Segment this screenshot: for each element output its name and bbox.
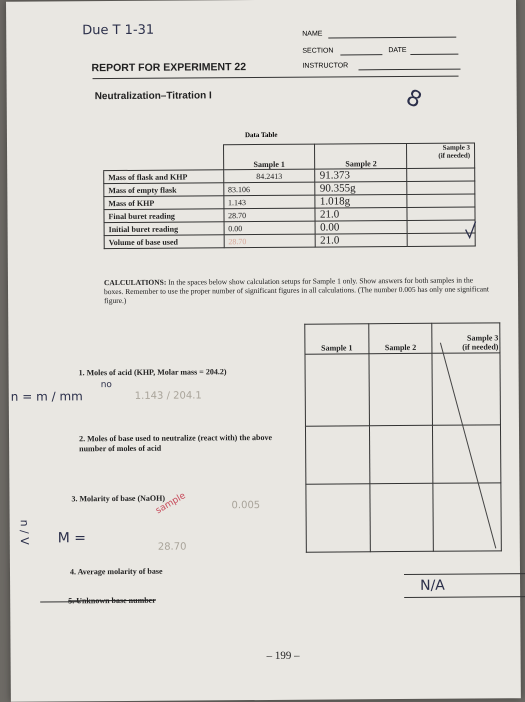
cell-sample-2: 91.373 (315, 168, 407, 182)
report-title: REPORT FOR EXPERIMENT 22 (91, 61, 247, 75)
cell-sample-3 (407, 194, 475, 207)
cell-sample-3 (407, 207, 475, 220)
cell-sample-3 (407, 168, 475, 181)
row-label: Mass of KHP (104, 196, 224, 210)
due-note: Due T 1-31 (82, 22, 155, 39)
worksheet-page (6, 0, 521, 702)
name-label: NAME (302, 30, 323, 38)
calc-item-moles-base: 2. Moles of base used to neutralize (react with) the above number of moles of acid (79, 432, 273, 454)
cell-sample-1: 28.70 (224, 234, 316, 248)
cell-sample-3 (407, 181, 475, 194)
formula-moles: n = m / mm (10, 389, 83, 404)
formula-n-over-v: n / V (17, 519, 31, 545)
cell-sample-2: 1.018g (315, 194, 407, 208)
column-sample-3: Sample 3 (if needed) (432, 323, 500, 353)
calculations-instructions: In the spaces below show calculation setups for Sample 1 only. Show answers for both samples in the boxes. Remember to use the proper number of significant figures in all calculations. (The number 0.005 has only one significant figure.) (104, 275, 489, 306)
calc-item-average-molarity: 4. Average molarity of base (69, 566, 163, 577)
calc-item-moles-acid: 1. Moles of acid (KHP, Molar mass = 204.2) (78, 367, 227, 378)
row-label: Mass of flask and KHP (104, 170, 224, 184)
cell-sample-1: 84.2413 (223, 169, 315, 183)
cell-sample-2: 0.00 (316, 220, 408, 234)
section-label: SECTION (302, 47, 334, 55)
column-sample-1: Sample 1 (223, 144, 315, 170)
experiment-subtitle: Neutralization–Titration I (94, 90, 212, 103)
cell-sample-1: 83.106 (223, 182, 315, 196)
pencil-work-1: 1.143 / 204.1 (134, 390, 202, 402)
data-table (103, 143, 476, 250)
row-label: Final buret reading (104, 209, 224, 223)
cell-sample-2: 21.0 (315, 207, 407, 221)
sample-word: sample (154, 491, 188, 517)
answer-box (370, 483, 434, 551)
row-label: Initial buret reading (104, 222, 224, 236)
instructor-label: INSTRUCTOR (302, 62, 349, 70)
cell-sample-2: 21.0 (316, 233, 408, 247)
formula-no: no (100, 380, 112, 391)
cell-sample-1: 1.143 (223, 195, 315, 209)
formula-molarity: M = (57, 530, 87, 547)
answer-box (369, 353, 433, 425)
date-label: DATE (388, 46, 407, 55)
column-sample-1: Sample 1 (305, 324, 369, 354)
data-table-title: Data Table (244, 130, 278, 140)
column-sample-3: Sample 3 (if needed) (407, 143, 475, 168)
table-row (104, 233, 475, 249)
calculations-intro (104, 275, 492, 305)
column-sample-2: Sample 2 (368, 323, 432, 353)
answer-box (305, 354, 369, 426)
row-label: Mass of empty flask (104, 183, 224, 197)
corner-mark: 8 (402, 85, 426, 114)
na-answer: N/A (420, 577, 445, 594)
cell-sample-1: 0.00 (224, 221, 316, 235)
strike-through-slash (436, 338, 501, 552)
calc-item-unknown-base: 5. Unknown base number (68, 595, 156, 606)
cell-sample-2: 90.355g (315, 181, 407, 195)
answer-box (305, 426, 369, 484)
answer-box (369, 425, 433, 483)
calculations-heading: CALCULATIONS: (103, 277, 167, 288)
column-sample-2: Sample 2 (315, 143, 407, 169)
answer-box (306, 484, 370, 552)
cell-sample-1: 28.70 (224, 208, 316, 222)
calc-item-molarity: 3. Molarity of base (NaOH) (71, 493, 166, 504)
pencil-work-3: 28.70 (157, 541, 187, 553)
pencil-work-2: 0.005 (231, 500, 261, 512)
row-label: Volume of base used (104, 235, 224, 249)
page-number: – 199 – (266, 649, 300, 662)
check-mark-icon (464, 219, 480, 241)
